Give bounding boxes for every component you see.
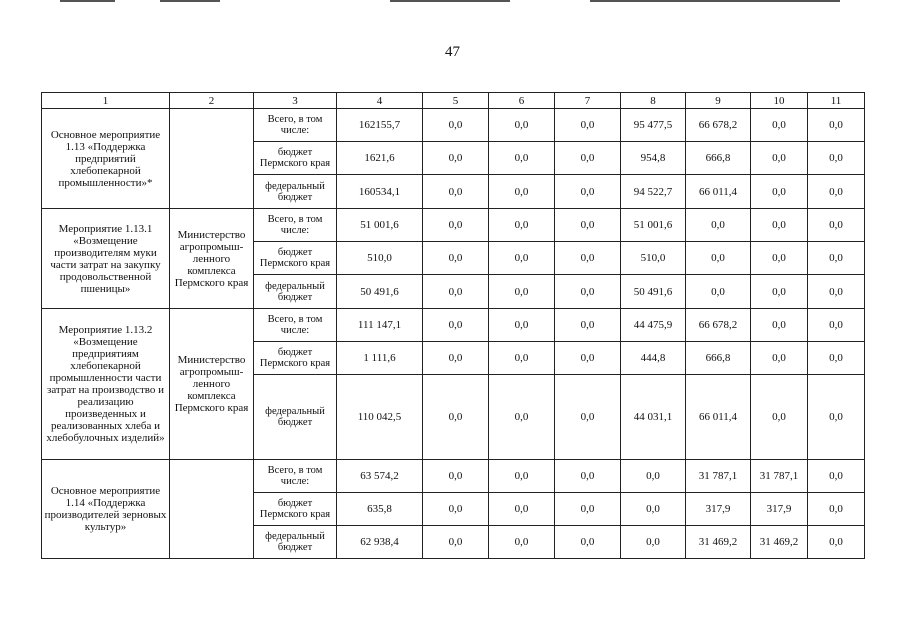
column-header: 9 (686, 93, 751, 109)
value-cell: 0,0 (489, 142, 555, 175)
scan-edge-mark (390, 0, 510, 2)
value-cell: 51 001,6 (337, 209, 423, 242)
value-cell: 0,0 (423, 493, 489, 526)
table-row (42, 460, 865, 493)
column-header: 7 (555, 93, 621, 109)
value-cell: 0,0 (555, 309, 621, 342)
scan-edge-mark (590, 0, 840, 2)
activity-name: Мероприятие 1.13.2 «Возмещение предприятиям хлебопекарной промышленности части затрат на производство и реализацию произведенных и реализованных хлеба и хлебобулочных изделий» (42, 309, 170, 460)
value-cell: 66 011,4 (686, 375, 751, 460)
value-cell: 0,0 (555, 109, 621, 142)
value-cell: 666,8 (686, 142, 751, 175)
value-cell: 0,0 (808, 460, 865, 493)
value-cell: 635,8 (337, 493, 423, 526)
value-cell: 0,0 (808, 526, 865, 559)
value-cell: 0,0 (751, 242, 808, 275)
value-cell: 0,0 (808, 175, 865, 209)
value-cell: 510,0 (621, 242, 686, 275)
value-cell: 0,0 (686, 242, 751, 275)
value-cell: 0,0 (423, 275, 489, 309)
value-cell: 62 938,4 (337, 526, 423, 559)
value-cell: 0,0 (489, 342, 555, 375)
value-cell: 0,0 (423, 460, 489, 493)
value-cell: 66 678,2 (686, 109, 751, 142)
value-cell: 0,0 (423, 109, 489, 142)
value-cell: 0,0 (686, 209, 751, 242)
funding-source: Всего, в том числе: (254, 460, 337, 493)
funding-source: Всего, в том числе: (254, 109, 337, 142)
value-cell: 0,0 (808, 142, 865, 175)
value-cell: 0,0 (423, 175, 489, 209)
value-cell: 0,0 (489, 275, 555, 309)
value-cell: 162155,7 (337, 109, 423, 142)
activity-name: Основное мероприятие 1.14 «Поддержка производителей зерновых культур» (42, 460, 170, 559)
value-cell: 0,0 (423, 209, 489, 242)
responsible-executor: Министерство агропромыш-ленного комплекса Пермского края (170, 309, 254, 460)
table-row (42, 109, 865, 142)
value-cell: 63 574,2 (337, 460, 423, 493)
funding-source: федеральный бюджет (254, 375, 337, 460)
value-cell: 0,0 (751, 142, 808, 175)
value-cell: 50 491,6 (337, 275, 423, 309)
value-cell: 0,0 (489, 375, 555, 460)
value-cell: 0,0 (489, 493, 555, 526)
value-cell: 0,0 (555, 342, 621, 375)
value-cell: 110 042,5 (337, 375, 423, 460)
value-cell: 0,0 (555, 526, 621, 559)
value-cell: 510,0 (337, 242, 423, 275)
value-cell: 66 678,2 (686, 309, 751, 342)
value-cell: 0,0 (489, 175, 555, 209)
value-cell: 0,0 (489, 526, 555, 559)
value-cell: 0,0 (489, 309, 555, 342)
value-cell: 31 469,2 (751, 526, 808, 559)
value-cell: 0,0 (751, 309, 808, 342)
value-cell: 66 011,4 (686, 175, 751, 209)
table-header-row (42, 93, 865, 109)
value-cell: 0,0 (621, 526, 686, 559)
funding-source: федеральный бюджет (254, 526, 337, 559)
column-header: 1 (42, 93, 170, 109)
value-cell: 1 111,6 (337, 342, 423, 375)
responsible-executor (170, 460, 254, 559)
page-number: 47 (445, 44, 460, 60)
value-cell: 0,0 (686, 275, 751, 309)
value-cell: 0,0 (751, 275, 808, 309)
value-cell: 954,8 (621, 142, 686, 175)
value-cell: 0,0 (808, 209, 865, 242)
value-cell: 0,0 (423, 526, 489, 559)
value-cell: 0,0 (555, 209, 621, 242)
value-cell: 0,0 (489, 209, 555, 242)
value-cell: 317,9 (751, 493, 808, 526)
value-cell: 0,0 (808, 493, 865, 526)
value-cell: 0,0 (808, 109, 865, 142)
value-cell: 44 031,1 (621, 375, 686, 460)
value-cell: 31 469,2 (686, 526, 751, 559)
value-cell: 666,8 (686, 342, 751, 375)
funding-source: бюджет Пермского края (254, 142, 337, 175)
value-cell: 0,0 (555, 242, 621, 275)
scan-edge-mark (60, 0, 115, 2)
value-cell: 0,0 (489, 109, 555, 142)
funding-source: бюджет Пермского края (254, 342, 337, 375)
value-cell: 0,0 (555, 493, 621, 526)
value-cell: 0,0 (423, 309, 489, 342)
value-cell: 0,0 (489, 460, 555, 493)
value-cell: 0,0 (555, 142, 621, 175)
funding-source: Всего, в том числе: (254, 309, 337, 342)
column-header: 10 (751, 93, 808, 109)
value-cell: 160534,1 (337, 175, 423, 209)
value-cell: 94 522,7 (621, 175, 686, 209)
value-cell: 31 787,1 (686, 460, 751, 493)
value-cell: 0,0 (808, 309, 865, 342)
value-cell: 317,9 (686, 493, 751, 526)
funding-source: Всего, в том числе: (254, 209, 337, 242)
value-cell: 44 475,9 (621, 309, 686, 342)
scan-edge-mark (160, 0, 220, 2)
budget-table (41, 92, 865, 559)
table-row (42, 209, 865, 242)
value-cell: 0,0 (423, 142, 489, 175)
value-cell: 95 477,5 (621, 109, 686, 142)
funding-source: федеральный бюджет (254, 175, 337, 209)
column-header: 11 (808, 93, 865, 109)
value-cell: 0,0 (751, 109, 808, 142)
value-cell: 111 147,1 (337, 309, 423, 342)
value-cell: 1621,6 (337, 142, 423, 175)
value-cell: 0,0 (808, 375, 865, 460)
responsible-executor: Министерство агропромыш-ленного комплекса Пермского края (170, 209, 254, 309)
value-cell: 51 001,6 (621, 209, 686, 242)
activity-name: Мероприятие 1.13.1 «Возмещение производителям муки части затрат на закупку продовольственной пшеницы» (42, 209, 170, 309)
value-cell: 0,0 (808, 342, 865, 375)
value-cell: 0,0 (489, 242, 555, 275)
column-header: 8 (621, 93, 686, 109)
value-cell: 0,0 (555, 375, 621, 460)
column-header: 5 (423, 93, 489, 109)
value-cell: 0,0 (555, 275, 621, 309)
funding-source: федеральный бюджет (254, 275, 337, 309)
value-cell: 0,0 (555, 175, 621, 209)
value-cell: 0,0 (751, 175, 808, 209)
value-cell: 50 491,6 (621, 275, 686, 309)
value-cell: 31 787,1 (751, 460, 808, 493)
value-cell: 0,0 (751, 209, 808, 242)
value-cell: 0,0 (423, 342, 489, 375)
table-row (42, 309, 865, 342)
value-cell: 0,0 (423, 375, 489, 460)
column-header: 6 (489, 93, 555, 109)
value-cell: 444,8 (621, 342, 686, 375)
activity-name: Основное мероприятие 1.13 «Поддержка предприятий хлебопекарной промышленности»* (42, 109, 170, 209)
value-cell: 0,0 (555, 460, 621, 493)
value-cell: 0,0 (621, 493, 686, 526)
funding-source: бюджет Пермского края (254, 242, 337, 275)
value-cell: 0,0 (751, 342, 808, 375)
value-cell: 0,0 (808, 275, 865, 309)
value-cell: 0,0 (621, 460, 686, 493)
column-header: 3 (254, 93, 337, 109)
funding-source: бюджет Пермского края (254, 493, 337, 526)
column-header: 4 (337, 93, 423, 109)
value-cell: 0,0 (808, 242, 865, 275)
value-cell: 0,0 (751, 375, 808, 460)
column-header: 2 (170, 93, 254, 109)
value-cell: 0,0 (423, 242, 489, 275)
responsible-executor (170, 109, 254, 209)
